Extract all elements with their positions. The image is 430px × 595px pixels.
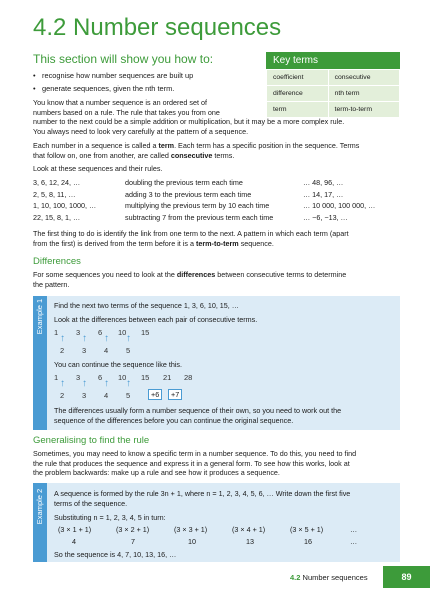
calc-cell: … (350, 525, 358, 534)
example-label: Example 1 (35, 298, 45, 334)
sequence-term: 28 (184, 373, 193, 382)
intro-bullets (33, 69, 193, 95)
arrow-icon: ↑ (82, 378, 87, 389)
sequence-term: 6 (98, 328, 103, 337)
example-1-step1: Look at the differences between each pair of consecutive terms. (54, 315, 258, 324)
paragraph-intro: You know that a number sequence is an ordered set of numbers based on a rule. The rule that takes you from one number to the next could be a simple addition or multiplication, but it may be a more complex rule. You always need to look very carefully at the pattern of a sequence. (33, 98, 345, 136)
key-term: nth term (328, 86, 399, 102)
page-number: 89 (383, 566, 430, 588)
example-1-conclusion: The differences usually form a number sequence of their own, so you need to work out the sequence of the differences before you can continue the original sequence. (54, 406, 342, 425)
difference-value: 2 (60, 346, 65, 355)
calc-cell: (3 × 5 + 1) (290, 525, 324, 534)
footer-section-label: 4.2 Number sequences (290, 573, 368, 582)
sequence-term: 10 (118, 373, 127, 382)
sequence-term: 6 (98, 373, 103, 382)
key-term: term (267, 102, 329, 118)
result-cell: … (350, 537, 358, 546)
arrow-icon: ↑ (126, 333, 131, 344)
example-1-step2: You can continue the sequence like this. (54, 360, 183, 369)
result-cell: 4 (72, 537, 76, 546)
textbook-page: 4.2 Number sequences This section will show you how to: • recognise how number sequences are built up • generate sequences, given the nth term. Key terms coefficient consecutive difference nth term term term-to-term You know that a number sequence is an ordered set of numbers based on a rule. The rule that takes you from one number to the next could be a simple addition or multiplication, but it may be a more complex rule. You always need to look very carefully at the pattern of a sequence. Each number in a sequence is called a term. Each term has a specific position in the sequence. Terms that follow on, one from another, are called consecutive terms. Look at these sequences and their rules. 3, 6, 12, 24, … doubling the previous term each time … 48, 96, … 2, 5, 8, 11, … adding 3 to the previous term each time … 14, 17, … 1, 10, 100, 1000, … multiplying the previous term by 10 each time … 10 000, 100 000, … 22, 15, 8, 1, … subtracting 7 from the previous term each time … −6, −13, … The first thing to do is identify the link from one term to the next. A pattern in which each term (apart from the first) is derived from the term before it is a term-to-term sequence. Differences For some sequences you need to look at the differences between consecutive terms to determine the pattern. Example 1 Find the next two terms of the sequence 1, 3, 6, 10, 15, … Look at the differences between each pair of consecutive terms. 1 3 6 10 15 ↑ ↑ ↑ ↑ 2 3 4 5 You can continue the sequence like this. 1 3 6 10 15 21 28 ↑ ↑ ↑ ↑ 2 3 4 5 +6 +7 The differences usually form a number sequence of their own, so you need to work out the sequence of the differences before you can continue the original sequence. Generalising to find the rule Sometimes, you may need to know a specific term in a number sequence. To do this, you need to find the rule that produces the sequence and express it in a general form. To see how this works, look at the problem backwards: make up a rule and see how it produces a sequence. Example 2 A sequence is formed by the rule 3n + 1, where n = 1, 2, 3, 4, 5, 6, … Write down the first five terms of the sequence. Substituting n = 1, 2, 3, 4, 5 in turn: (3 × 1 + 1) (3 × 2 + 1) (3 × 3 + 1) (3 × 4 + 1) (3 × 5 + 1) … 4 7 10 13 16 … So the sequence is 4, 7, 10, 13, 16, … 4.2 Number sequences 89 (0, 0, 430, 595)
difference-value: 2 (60, 391, 65, 400)
example-2-question: A sequence is formed by the rule 3n + 1, where n = 1, 2, 3, 4, 5, 6, … Write down the first five terms of the sequence. (54, 489, 351, 508)
page-title: 4.2 Number sequences (33, 14, 282, 41)
substitution-table (54, 525, 384, 549)
result-cell: 13 (246, 537, 254, 546)
paragraph-term-to-term: The first thing to do is identify the link from one term to the next. A pattern in which each term (apart from the first) is derived from the term before it is a term-to-term sequence. (33, 229, 349, 248)
difference-value: 4 (104, 391, 109, 400)
example-1-question: Find the next two terms of the sequence 1, 3, 6, 10, 15, … (54, 301, 239, 310)
arrow-icon: ↑ (82, 333, 87, 344)
difference-value: 3 (82, 391, 87, 400)
example-2-conclusion: So the sequence is 4, 7, 10, 13, 16, … (54, 550, 177, 559)
intro-heading: This section will show you how to: (33, 52, 214, 66)
difference-value: 3 (82, 346, 87, 355)
paragraph-generalising: Sometimes, you may need to know a specific term in a number sequence. To do this, you need to find the rule that produces the sequence and express it in a general form. To see how this works, look at the problem backwards: make up a rule and see how it produces a sequence. (33, 449, 357, 478)
calc-cell: (3 × 3 + 1) (174, 525, 208, 534)
sequence-term: 15 (141, 328, 150, 337)
difference-value: 4 (104, 346, 109, 355)
key-term: term-to-term (328, 102, 399, 118)
arrow-icon: ↑ (60, 378, 65, 389)
boxed-difference: +7 (168, 389, 182, 400)
sequence-term: 21 (163, 373, 172, 382)
bullet-item: • generate sequences, given the nth term. (33, 84, 175, 93)
result-cell: 16 (304, 537, 312, 546)
result-cell: 10 (188, 537, 196, 546)
example-2-box (33, 483, 400, 562)
key-term: consecutive (328, 70, 399, 86)
sequence-term: 1 (54, 373, 59, 382)
sequence-term: 1 (54, 328, 59, 337)
arrow-icon: ↑ (104, 333, 109, 344)
arrow-icon: ↑ (126, 378, 131, 389)
arrow-icon: ↑ (60, 333, 65, 344)
differences-heading: Differences (33, 256, 81, 267)
sequence-term: 3 (76, 328, 81, 337)
calc-cell: (3 × 4 + 1) (232, 525, 266, 534)
difference-value: 5 (126, 391, 131, 400)
difference-diagram-extended (54, 373, 214, 401)
difference-value: 5 (126, 346, 131, 355)
difference-diagram (54, 328, 214, 356)
arrow-icon: ↑ (104, 378, 109, 389)
paragraph-term: Each number in a sequence is called a term. Each term has a specific position in the sequence. Terms that follow on, one from another, are called consecutive terms. (33, 141, 360, 160)
example-label: Example 2 (35, 488, 45, 524)
bullet-item: • recognise how number sequences are built up (33, 71, 194, 80)
sequence-term: 10 (118, 328, 127, 337)
example-1-box (33, 296, 400, 430)
result-cell: 7 (131, 537, 135, 546)
sequence-term: 3 (76, 373, 81, 382)
calc-cell: (3 × 1 + 1) (58, 525, 92, 534)
sequence-term: 15 (141, 373, 150, 382)
key-term: coefficient (267, 70, 329, 86)
key-term: difference (267, 86, 329, 102)
paragraph-look: Look at these sequences and their rules. (33, 164, 163, 173)
example-2-substituting: Substituting n = 1, 2, 3, 4, 5 in turn: (54, 513, 166, 522)
boxed-difference: +6 (148, 389, 162, 400)
generalising-heading: Generalising to find the rule (33, 435, 150, 446)
calc-cell: (3 × 2 + 1) (116, 525, 150, 534)
key-terms-heading: Key terms (266, 52, 400, 69)
paragraph-differences: For some sequences you need to look at the differences between consecutive terms to determine the pattern. (33, 270, 347, 289)
